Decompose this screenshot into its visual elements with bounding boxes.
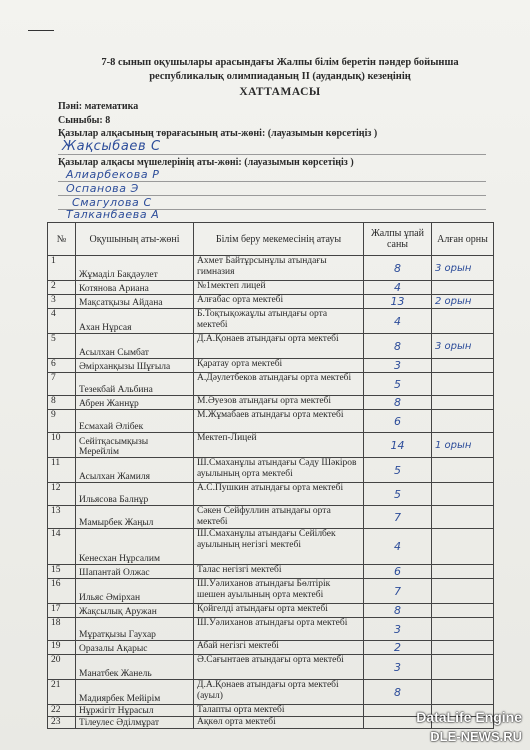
school-name: Алғабас орта мектебі — [194, 295, 364, 309]
place — [432, 373, 494, 396]
row-number: 22 — [48, 705, 76, 717]
total-score: 8 — [364, 604, 432, 618]
row-number: 10 — [48, 433, 76, 458]
school-name: Ә.Сағынтаев атындағы орта мектебі — [194, 655, 364, 680]
school-name: Ш.Смаханұлы атындағы Сейілбек ауылының негізгі мектебі — [194, 529, 364, 565]
row-number: 20 — [48, 655, 76, 680]
student-name: Асылхан Жамиля — [76, 458, 194, 483]
school-name: №1мектеп лицей — [194, 281, 364, 295]
place — [432, 565, 494, 579]
col-header-total-score: Жалпы ұпай саны — [364, 223, 432, 256]
place — [432, 529, 494, 565]
school-name: Талас негізгі мектебі — [194, 565, 364, 579]
row-number: 4 — [48, 309, 76, 334]
student-name: Мақсатқызы Айдана — [76, 295, 194, 309]
chair-label: Қазылар алқасының төрағасының аты-жөні: (лауазымын көрсетіңіз ) — [58, 128, 378, 139]
school-name: Ақкөл орта мектебі — [194, 717, 364, 729]
table-row — [48, 410, 494, 433]
members-label: Қазылар алқасы мүшелерінің аты-жөні: (лауазымын көрсетіңіз ) — [58, 157, 354, 168]
student-name: Ахан Нұрсая — [76, 309, 194, 334]
school-name: Қаратау орта мектебі — [194, 359, 364, 373]
row-number: 13 — [48, 506, 76, 529]
student-name: Тілеулес Әділмұрат — [76, 717, 194, 729]
place — [432, 680, 494, 705]
student-name: Нұржігіт Нұрасыл — [76, 705, 194, 717]
row-number: 5 — [48, 334, 76, 359]
watermark-line-2: DLE-NEWS.RU — [430, 729, 522, 744]
school-name: Д.А.Қонаев атындағы орта мектебі (ауыл) — [194, 680, 364, 705]
student-name: Манатбек Жанель — [76, 655, 194, 680]
total-score: 14 — [364, 433, 432, 458]
total-score: 3 — [364, 359, 432, 373]
place — [432, 604, 494, 618]
table-row — [48, 579, 494, 604]
school-name: А.С.Пушкин атындағы орта мектебі — [194, 483, 364, 506]
table-row — [48, 334, 494, 359]
total-score: 6 — [364, 565, 432, 579]
student-name: Әмірханқызы Шұғыла — [76, 359, 194, 373]
row-number: 3 — [48, 295, 76, 309]
table-row — [48, 565, 494, 579]
place — [432, 281, 494, 295]
total-score: 2 — [364, 641, 432, 655]
row-number: 1 — [48, 256, 76, 281]
school-name: Қойгелді атындағы орта мектебі — [194, 604, 364, 618]
student-name: Шапантай Олжас — [76, 565, 194, 579]
header-line-1: 7-8 сынып оқушылары арасындағы Жалпы білім беретін пәндер бойынша — [101, 57, 459, 68]
top-dash-mark — [28, 30, 54, 31]
place: 2 орын — [432, 295, 494, 309]
row-number: 7 — [48, 373, 76, 396]
student-name: Абрен Жаннұр — [76, 396, 194, 410]
school-name: Ахмет Байтұрсынұлы атындағы гимназия — [194, 256, 364, 281]
place — [432, 579, 494, 604]
place — [432, 641, 494, 655]
table-row — [48, 618, 494, 641]
student-name: Мұратқызы Гаухар — [76, 618, 194, 641]
total-score: 5 — [364, 483, 432, 506]
total-score: 4 — [364, 281, 432, 295]
student-name: Кенесхан Нұрсалим — [76, 529, 194, 565]
chair-underline — [58, 154, 486, 155]
row-number: 16 — [48, 579, 76, 604]
watermark-line-1: DataLife Engine — [416, 709, 522, 725]
student-name: Оразалы Ақарыс — [76, 641, 194, 655]
grade-line: Сыныбы: 8 — [58, 115, 111, 126]
site-watermark — [416, 708, 522, 746]
place: 3 орын — [432, 256, 494, 281]
place — [432, 458, 494, 483]
table-row — [48, 655, 494, 680]
member-2-handwritten: Оспанова Э — [66, 182, 139, 195]
table-body — [48, 256, 494, 729]
student-name: Котянова Ариана — [76, 281, 194, 295]
total-score: 5 — [364, 373, 432, 396]
table-row — [48, 506, 494, 529]
results-table — [47, 222, 494, 729]
table-row — [48, 373, 494, 396]
col-header-place: Алған орны — [432, 223, 494, 256]
total-score: 4 — [364, 529, 432, 565]
row-number: 21 — [48, 680, 76, 705]
school-name: Абай негізгі мектебі — [194, 641, 364, 655]
table-row — [48, 641, 494, 655]
total-score: 5 — [364, 458, 432, 483]
total-score: 8 — [364, 334, 432, 359]
col-header-student-name: Оқушының аты-жөні — [76, 223, 194, 256]
student-name: Асылхан Сымбат — [76, 334, 194, 359]
row-number: 18 — [48, 618, 76, 641]
table-row — [48, 359, 494, 373]
school-name: Б.Тоқтықожаұлы атындағы орта мектебі — [194, 309, 364, 334]
school-name: М.Әуезов атындағы орта мектебі — [194, 396, 364, 410]
school-name: Талапты орта мектебі — [194, 705, 364, 717]
school-name: А.Дәулетбеков атындағы орта мектебі — [194, 373, 364, 396]
student-name: Сейітқасымқызы Мерейлім — [76, 433, 194, 458]
place — [432, 309, 494, 334]
member-3-handwritten: Смагулова С — [72, 196, 152, 209]
row-number: 12 — [48, 483, 76, 506]
subject-line: Пәні: математика — [58, 101, 139, 112]
school-name: М.Жұмабаев атындағы орта мектебі — [194, 410, 364, 433]
place — [432, 655, 494, 680]
student-name: Есмахай Әлібек — [76, 410, 194, 433]
row-number: 17 — [48, 604, 76, 618]
student-name: Ильясова Балнұр — [76, 483, 194, 506]
place — [432, 618, 494, 641]
total-score: 3 — [364, 655, 432, 680]
school-name: Д.А.Қонаев атындағы орта мектебі — [194, 334, 364, 359]
row-number: 9 — [48, 410, 76, 433]
student-name: Мамырбек Жаңыл — [76, 506, 194, 529]
header-line-2: республикалық олимпиаданың ІІ (аудандық) кезеңінің — [149, 71, 411, 82]
row-number: 14 — [48, 529, 76, 565]
total-score: 3 — [364, 618, 432, 641]
student-name: Тезекбай Альбина — [76, 373, 194, 396]
row-number: 6 — [48, 359, 76, 373]
school-name: Ш.Смаханұлы атындағы Сәду Шәкіров ауылының орта мектебі — [194, 458, 364, 483]
place — [432, 359, 494, 373]
row-number: 23 — [48, 717, 76, 729]
place — [432, 410, 494, 433]
total-score: 13 — [364, 295, 432, 309]
table-row — [48, 458, 494, 483]
place: 3 орын — [432, 334, 494, 359]
school-name: Мектеп-Лицей — [194, 433, 364, 458]
place: 1 орын — [432, 433, 494, 458]
table-row — [48, 256, 494, 281]
school-name: Сәкен Сейфуллин атындағы орта мектебі — [194, 506, 364, 529]
row-number: 8 — [48, 396, 76, 410]
place — [432, 396, 494, 410]
table-row — [48, 483, 494, 506]
total-score: 8 — [364, 680, 432, 705]
place — [432, 483, 494, 506]
student-name: Ильяс Әмірхан — [76, 579, 194, 604]
total-score: 8 — [364, 396, 432, 410]
total-score: 7 — [364, 579, 432, 604]
table-row — [48, 309, 494, 334]
document-title: ХАТТАМАСЫ — [239, 86, 321, 98]
total-score: 4 — [364, 309, 432, 334]
table-row — [48, 529, 494, 565]
place — [432, 506, 494, 529]
chair-name-handwritten: Жақсыбаев С — [62, 139, 161, 154]
col-header-school-name: Білім беру мекемесінің атауы — [194, 223, 364, 256]
member-4-handwritten: Талканбаева А — [66, 208, 160, 221]
student-name: Жұмаділ Бақдәулет — [76, 256, 194, 281]
student-name: Мадиярбек Мейірім — [76, 680, 194, 705]
col-header-number: № — [48, 223, 76, 256]
member-1-handwritten: Алиарбекова Р — [66, 168, 160, 181]
table-row — [48, 433, 494, 458]
school-name: Ш.Уәлиханов атындағы орта мектебі — [194, 618, 364, 641]
row-number: 2 — [48, 281, 76, 295]
table-header-row — [48, 223, 494, 256]
table-row — [48, 281, 494, 295]
row-number: 15 — [48, 565, 76, 579]
table-row — [48, 295, 494, 309]
table-row — [48, 680, 494, 705]
school-name: Ш.Уәлиханов атындағы Бөлтірік шешен ауылының орта мектебі — [194, 579, 364, 604]
student-name: Жақсылық Аружан — [76, 604, 194, 618]
table-row — [48, 604, 494, 618]
row-number: 11 — [48, 458, 76, 483]
row-number: 19 — [48, 641, 76, 655]
total-score: 6 — [364, 410, 432, 433]
table-row — [48, 396, 494, 410]
total-score: 8 — [364, 256, 432, 281]
total-score: 7 — [364, 506, 432, 529]
